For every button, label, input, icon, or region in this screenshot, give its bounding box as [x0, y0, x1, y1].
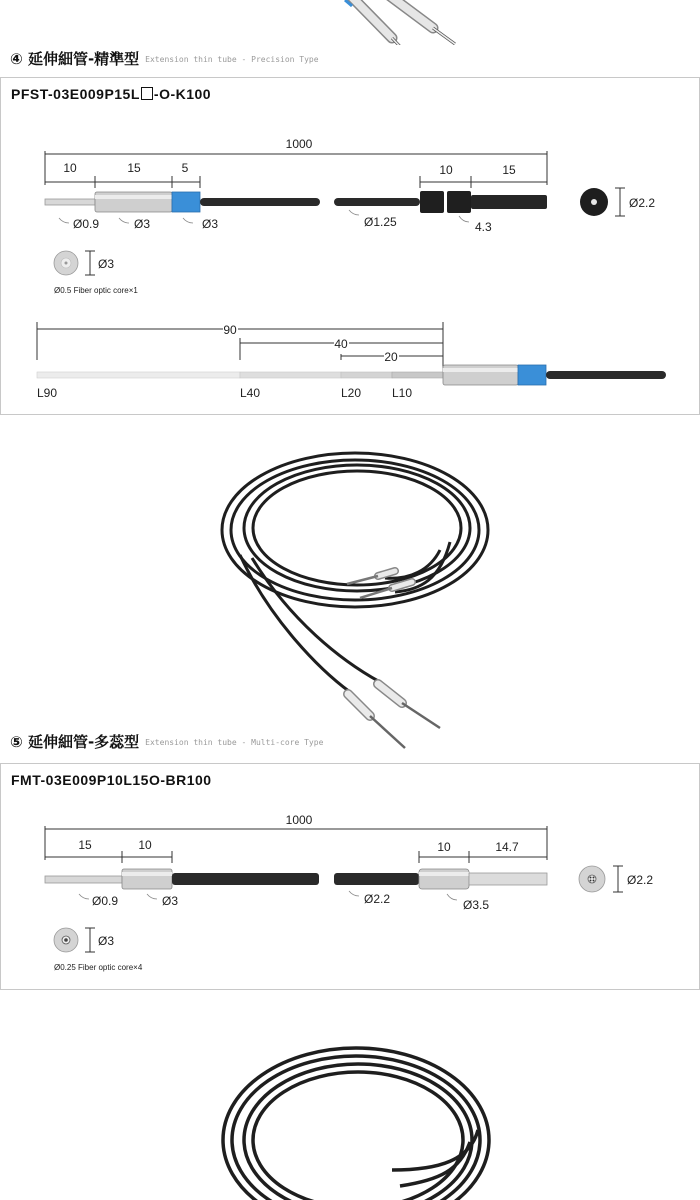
dim5-seg-a: 15 — [78, 838, 92, 852]
coiled-cable — [222, 453, 488, 692]
dim5-seg-d: 14.7 — [495, 840, 519, 854]
cut-mark-90: 90 — [223, 323, 237, 337]
cut-label-l20: L20 — [341, 386, 362, 400]
dim5-tip-dia: Ø0.9 — [92, 894, 119, 908]
section5-model: FMT-03E009P10L15O-BR100 — [11, 772, 212, 788]
front5-cross-section — [54, 928, 95, 952]
dim5-total: 1000 — [285, 813, 313, 827]
coiled-cable-2 — [223, 1048, 489, 1200]
section5-drawing — [1, 764, 699, 989]
section4-drawing — [1, 78, 699, 414]
cable5-cross-section — [579, 866, 623, 892]
dim-seg-a: 10 — [63, 161, 77, 175]
dim-sleeve-dia: Ø3 — [134, 217, 151, 231]
section4-panel — [0, 77, 700, 415]
section4-number: ④ — [10, 50, 23, 68]
core5-note: Ø0.25 Fiber optic core×4 — [54, 963, 143, 972]
dim5-front-dia: Ø3 — [98, 934, 115, 948]
dim-front-dia: Ø3 — [98, 257, 115, 271]
section5-title: 延伸細管-多蕊型 — [27, 733, 140, 751]
section4-heading — [10, 48, 319, 69]
dim-end-size: 4.3 — [475, 220, 492, 234]
dim-seg-b: 15 — [127, 161, 141, 175]
dim5-end-dia: Ø3.5 — [463, 898, 490, 912]
cable-cross-section — [580, 188, 625, 216]
section5-panel — [0, 763, 700, 990]
dim5-cable-dia: Ø2.2 — [364, 892, 391, 906]
section5-heading — [10, 731, 323, 752]
dim5-cross-dia: Ø2.2 — [627, 873, 654, 887]
dim-tip-dia: Ø0.9 — [73, 217, 100, 231]
dim-seg-c: 5 — [181, 161, 189, 175]
section4-title: 延伸細管-精準型 — [27, 50, 140, 68]
dim5-sleeve-dia: Ø3 — [162, 894, 179, 908]
cut-label-l10: L10 — [392, 386, 413, 400]
dim-seg-e: 15 — [502, 163, 516, 177]
dim-cable-dia: Ø1.25 — [364, 215, 397, 229]
probe-drawing — [45, 191, 547, 213]
section4-model-suffix: -O-K100 — [153, 86, 212, 102]
probe5-drawing — [45, 869, 547, 889]
dim-seg-d: 10 — [439, 163, 453, 177]
product-photo-top — [0, 0, 700, 45]
cut-mark-20: 20 — [384, 350, 398, 364]
cut-probe — [37, 365, 666, 385]
section5-subtitle: Extension thin tube - Multi-core Type — [145, 738, 324, 747]
dim-cross-dia: Ø2.2 — [629, 196, 656, 210]
dim5-seg-b: 10 — [138, 838, 152, 852]
dim5-seg-c: 10 — [437, 840, 451, 854]
section5-number: ⑤ — [10, 733, 23, 751]
cut-mark-40: 40 — [334, 337, 348, 351]
section4-subtitle: Extension thin tube - Precision Type — [145, 55, 319, 64]
product-photo-coil-2 — [0, 1030, 700, 1200]
dim-total: 1000 — [285, 137, 313, 151]
cut-label-l90: L90 — [37, 386, 58, 400]
core-note: Ø0.5 Fiber optic core×1 — [54, 286, 138, 295]
dim-blue-dia: Ø3 — [202, 217, 219, 231]
cut-label-l40: L40 — [240, 386, 261, 400]
front-cross-section — [54, 251, 95, 275]
product-photo-coil-1 — [0, 430, 700, 750]
section4-model-prefix: PFST-03E009P15L — [11, 86, 140, 102]
